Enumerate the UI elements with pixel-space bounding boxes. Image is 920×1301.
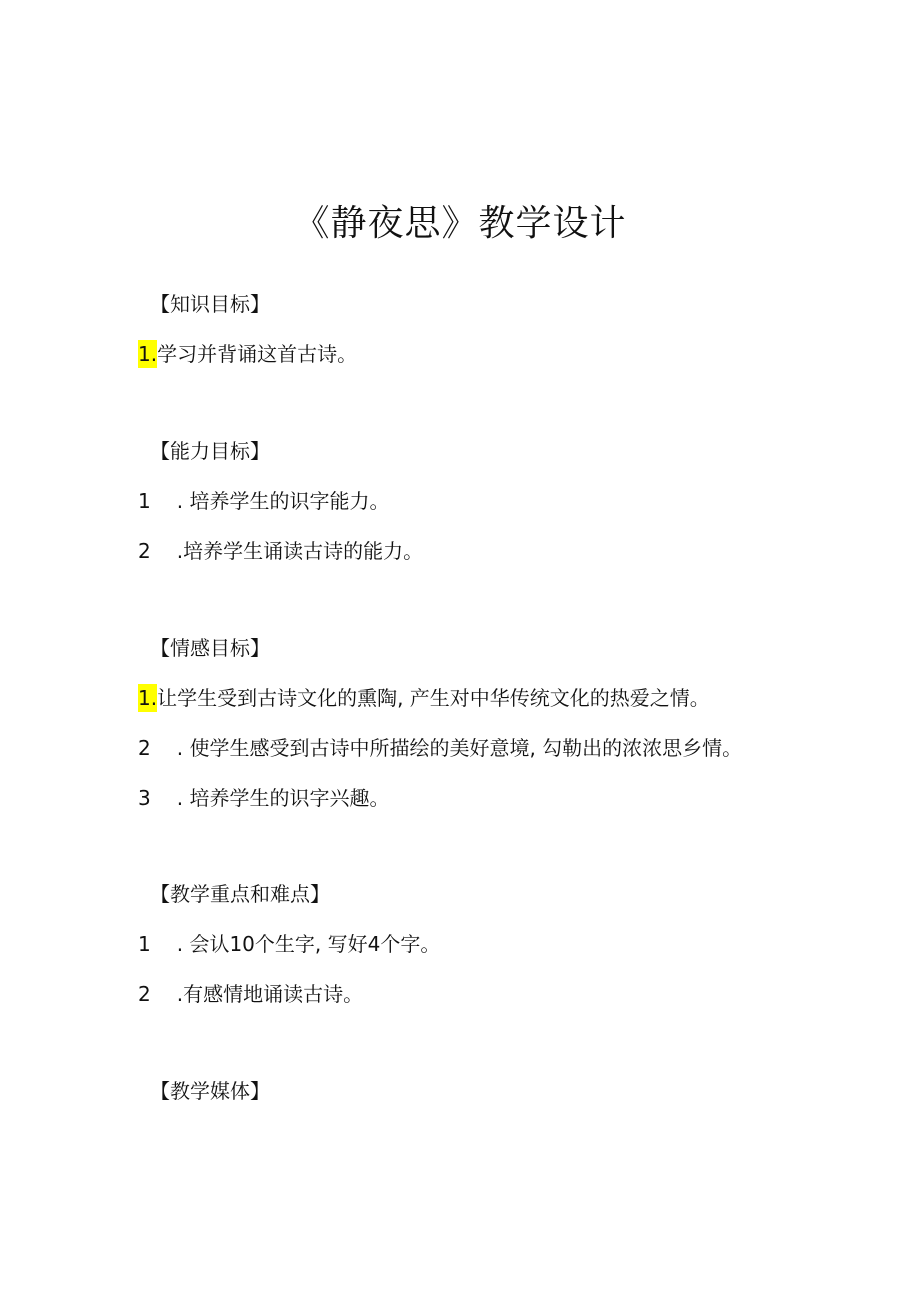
list-item: [138, 537, 423, 565]
list-item: [138, 784, 389, 812]
list-item: [138, 340, 357, 368]
item-text: . 培养学生的识字能力。: [176, 489, 390, 513]
item-text: .培养学生诵读古诗的能力。: [176, 539, 424, 563]
item-number: 2: [138, 539, 151, 563]
list-item: [138, 487, 389, 515]
item-number: 2: [138, 736, 151, 760]
list-item: [138, 684, 710, 712]
section-heading-ability: 【能力目标】: [150, 439, 270, 463]
item-number: 1.: [138, 686, 158, 710]
document-title: 《静夜思》教学设计: [293, 203, 627, 245]
item-text: . 会认10个生字, 写好4个字。: [176, 932, 441, 956]
section-heading-emotion: 【情感目标】: [150, 636, 270, 660]
item-number: 2: [138, 982, 151, 1006]
item-text: . 培养学生的识字兴趣。: [176, 786, 390, 810]
section-heading-knowledge: 【知识目标】: [150, 292, 270, 316]
item-number: 1.: [138, 342, 158, 366]
item-number: 1: [138, 932, 151, 956]
item-number: 1: [138, 489, 151, 513]
section-heading-key-points: 【教学重点和难点】: [150, 882, 330, 906]
list-item: [138, 930, 440, 958]
list-item: [138, 734, 742, 762]
item-text: 学习并背诵这首古诗。: [157, 342, 358, 366]
section-heading-media: 【教学媒体】: [150, 1079, 270, 1103]
item-text: 让学生受到古诗文化的熏陶, 产生对中华传统文化的热爱之情。: [157, 686, 710, 710]
item-text: .有感情地诵读古诗。: [176, 982, 364, 1006]
item-number: 3: [138, 786, 151, 810]
item-text: . 使学生感受到古诗中所描绘的美好意境, 勾勒出的浓浓思乡情。: [176, 736, 743, 760]
list-item: [138, 980, 363, 1008]
